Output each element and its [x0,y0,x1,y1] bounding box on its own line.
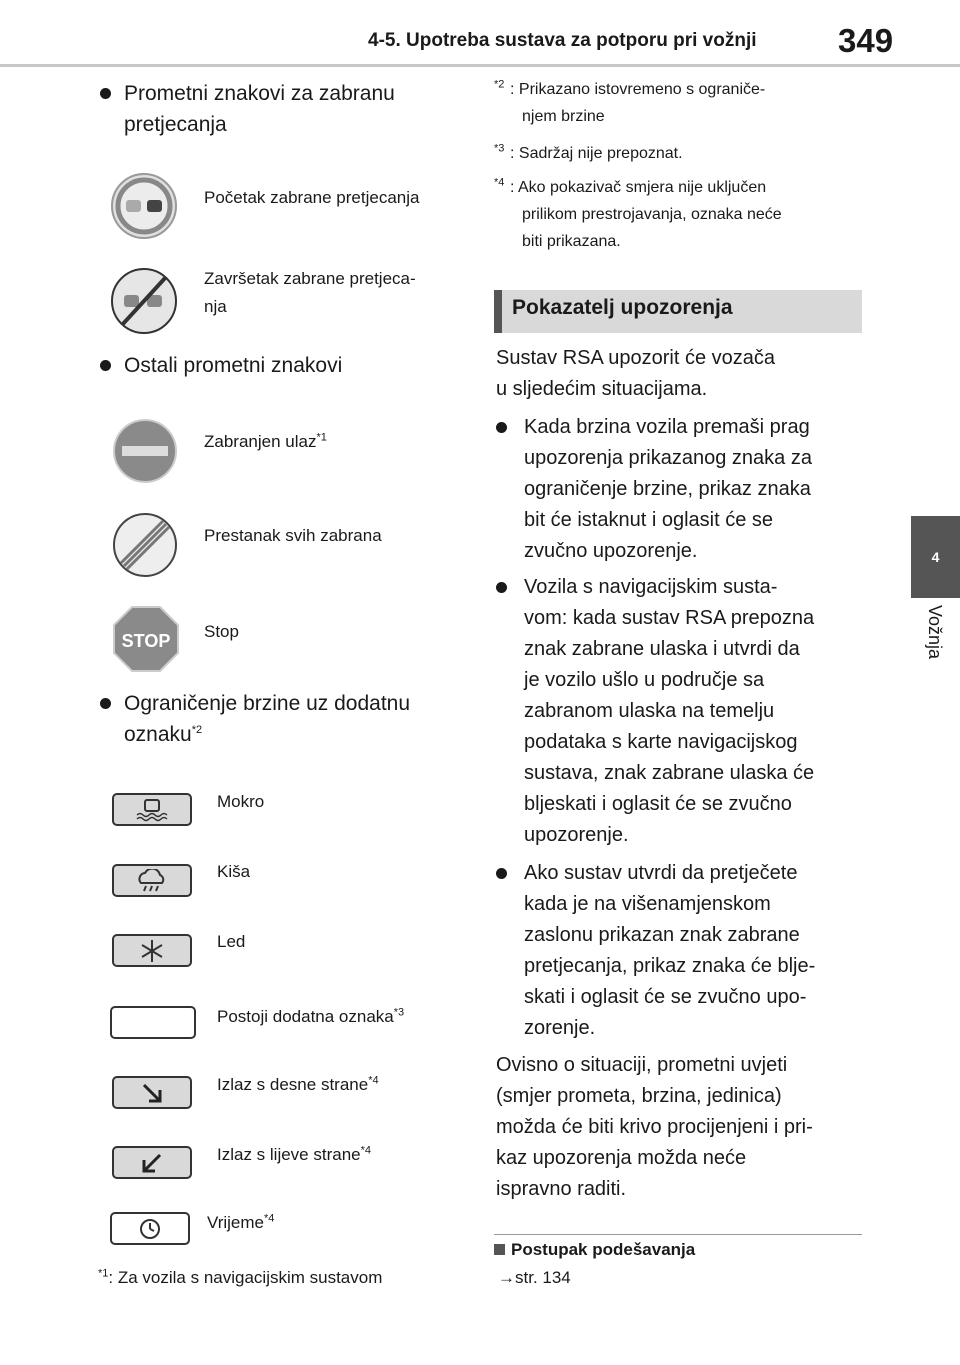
footnote-ref: *4 [360,1144,372,1157]
footnote-2 [494,76,765,130]
plate-time [110,1212,190,1245]
chapter-tab [911,516,960,598]
bullet-line: upozorenje. [524,824,629,846]
wet-road-icon [134,798,170,822]
heading-line: pretjecanja [124,113,227,136]
footnote-ref: *3 [393,1006,405,1019]
footnote-line: biti prikazana. [522,233,621,250]
arrow-down-left-icon [140,1151,164,1175]
header-rule [0,64,960,67]
footnote-line: njem brzine [522,108,605,125]
footnote-3 [494,140,683,167]
sign-label-no-entry [204,428,327,456]
footnote-line: : Ako pokazivač smjera nije uključen [510,179,767,196]
bullet [100,698,111,709]
bullet [496,868,507,879]
bullet-line: upozorenja prikazanog znaka za [524,447,812,469]
sign-label-end-no-overtaking [204,265,466,321]
arrow-right-icon: → [498,1268,515,1287]
chapter-number: 4 [931,549,940,565]
footnote-4 [494,174,782,255]
page-reference[interactable] [498,1268,571,1288]
plate-label-rain: Kiša [217,862,251,881]
bullet-line: Ako sustav utvrdi da pretječete [524,862,798,884]
section-heading-no-overtaking [100,78,395,140]
bullet-line: zaslonu prikazan znak zabrane [524,924,800,946]
heading-line: Ograničenje brzine uz dodatnu [124,692,411,715]
plate-ice [112,934,192,967]
end-all-restrictions-sign-icon [112,512,178,578]
plate-wet [112,793,192,826]
box-accent-bar [494,290,502,333]
bullet-line: znak zabrane ulaska i utvrdi da [524,638,800,660]
intro-paragraph [496,343,775,405]
label-text: Postoji dodatna oznaka [217,1007,394,1026]
footnote-line: : Prikazano istovremeno s ograniče- [510,81,766,98]
para-line: možda će biti krivo procijenjeni i pri- [496,1116,813,1138]
label-line: nja [204,297,227,316]
arrow-down-right-icon [140,1081,164,1105]
sign-label-end-all: Prestanak svih zabrana [204,526,382,545]
sub-section-rule [494,1234,862,1235]
heading-line: Prometni znakovi za zabranu [124,82,395,105]
page-number: 349 [838,22,894,59]
bullet-line: podataka s karte navigacijskog [524,731,798,753]
heading-line: Ostali prometni znakovi [124,354,343,377]
bullet-line: Kada brzina vozila premaši prag [524,416,810,438]
bullet [496,422,507,433]
footnote-line: prilikom prestrojavanja, oznaka neće [522,206,782,223]
para-line: Sustav RSA upozorit će vozača [496,347,776,369]
para-line: u sljedećim situacijama. [496,378,708,400]
bullet-line: je vozilo ušlo u područje sa [524,669,765,691]
label-line: Završetak zabrane pretjeca- [204,269,416,288]
heading-text: oznaku [124,723,192,746]
no-overtaking-sign-icon [110,172,178,240]
plate-exit-left [112,1146,192,1179]
label-text: Izlaz s desne strane [217,1075,369,1094]
para-line: kaz upozorenja možda neće [496,1147,747,1169]
header-title: 4-5. Upotreba sustava za potporu pri vožnji [368,30,757,51]
footnote-ref: *4 [264,1212,275,1225]
bullet-line: Vozila s navigacijskim susta- [524,576,778,598]
plate-exit-right [112,1076,192,1109]
footnote-mark: *2 [494,78,505,91]
clock-icon [138,1217,162,1241]
plate-label-additional [217,1003,404,1031]
bullet-line: sustava, znak zabrane ulaska će [524,762,815,784]
heading-line [124,719,410,750]
bullet-line: skati i oglasit će se zvučno upo- [524,986,807,1008]
end-no-overtaking-sign-icon [110,267,178,335]
footnote-1 [98,1264,382,1291]
footnote-mark: *1 [98,1267,109,1280]
bullet-line: bit će istaknut i oglasit će se [524,509,774,531]
footnote-ref: *1 [316,431,327,444]
square-bullet-icon [494,1244,505,1255]
sign-label-start-no-overtaking: Početak zabrane pretjecanja [204,188,420,207]
para-line: Ovisno o situaciji, prometni uvjeti [496,1054,788,1076]
box-title: Pokazatelj upozorenja [512,296,733,319]
closing-paragraph [496,1050,813,1205]
footnote-mark: *3 [494,142,505,155]
warning-bullet-3 [496,858,815,1044]
footnote-text: : Za vozila s navigacijskim sustavom [108,1268,383,1287]
footnote-line: : Sadržaj nije prepoznat. [510,145,683,162]
bullet-line: zorenje. [524,1017,596,1039]
section-box-warning-indicator [494,290,862,333]
footnote-ref: *4 [368,1074,379,1087]
rain-icon [132,869,172,893]
section-heading-speed-limit [100,688,410,750]
warning-bullet-2 [496,572,814,851]
plate-rain [112,864,192,897]
plate-label-ice: Led [217,932,246,951]
plate-label-exit-right [217,1071,379,1099]
sub-heading-text: Postupak podešavanja [511,1240,696,1259]
plate-label-time [207,1209,274,1237]
stop-sign-text: STOP [121,631,171,651]
bullet-line: bljeskati i oglasit će se zvučno [524,793,792,815]
para-line: (smjer prometa, brzina, jedinica) [496,1085,782,1107]
sub-heading-settings [494,1240,695,1260]
bullet-line: zvučno upozorenje. [524,540,698,562]
sign-label-stop: Stop [204,622,239,641]
plate-label-exit-left [217,1141,371,1169]
para-line: ispravno raditi. [496,1178,627,1200]
no-entry-sign-icon [112,418,178,484]
footnote-mark: *4 [494,176,505,189]
bullet-line: kada je na višenamjenskom [524,893,771,915]
bullet-line: pretjecanja, prikaz znaka će blje- [524,955,816,977]
stop-sign-icon [112,605,180,673]
warning-bullet-1 [496,412,812,567]
page-reference-text: str. 134 [515,1268,571,1287]
bullet-line: vom: kada sustav RSA prepozna [524,607,815,629]
bullet [496,582,507,593]
footnote-ref: *2 [191,724,203,736]
snowflake-icon [140,939,164,963]
bullet-line: zabranom ulaska na temelju [524,700,775,722]
section-heading-other-signs [100,350,342,381]
plate-label-wet: Mokro [217,792,265,811]
bullet-line: ograničenje brzine, prikaz znaka [524,478,811,500]
label-text: Vrijeme [207,1213,264,1232]
chapter-label: Vožnja [925,604,945,660]
bullet [100,88,111,99]
label-text: Izlaz s lijeve strane [217,1145,361,1164]
label-text: Zabranjen ulaz [204,432,317,451]
plate-blank [110,1006,196,1039]
bullet [100,360,111,371]
